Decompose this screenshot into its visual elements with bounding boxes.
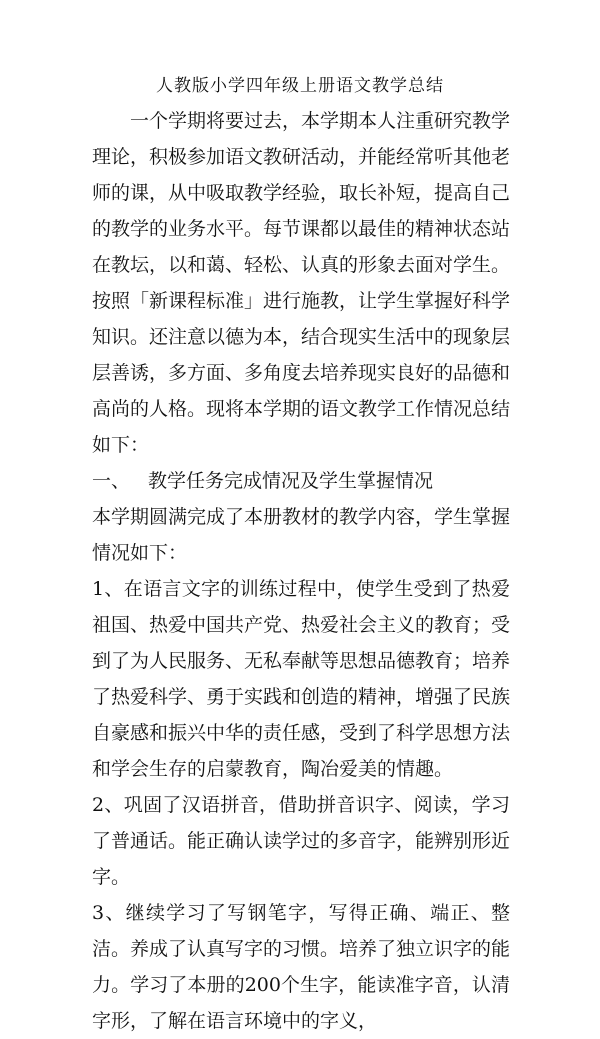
section-number: 一、	[92, 470, 131, 492]
lead-paragraph: 本学期圆满完成了本册教材的教学内容，学生掌握情况如下：	[92, 506, 511, 564]
list-item-3: 3、继续学习了写钢笔字，写得正确、端正、整洁。养成了认真写字的习惯。培养了独立识字的能力。学习了本册的200个生字，能读准字音，认清字形，了解在语言环境中的字义，	[92, 902, 511, 1032]
document-body	[92, 103, 510, 1039]
document-title: 人教版小学四年级上册语文教学总结	[156, 76, 444, 96]
section-heading-text: 教学任务完成情况及学生掌握情况	[148, 470, 434, 492]
list-item-1: 1、在语言文字的训练过程中，使学生受到了热爱祖国、热爱中国共产党、热爱社会主义的教育；受到了为人民服务、无私奉献等思想品德教育；培养了热爱科学、勇于实践和创造的精神，增强了民族自豪感和振兴中华的责任感，受到了科学思想方法和学会生存的启蒙教育，陶冶爱美的情趣。	[92, 578, 511, 780]
list-item-2: 2、巩固了汉语拼音，借助拼音识字、阅读，学习了普通话。能正确认读学过的多音字，能辨别形近字。	[92, 794, 511, 888]
intro-paragraph: 一个学期将要过去，本学期本人注重研究教学理论，积极参加语文教研活动，并能经常听其他老师的课，从中吸取教学经验，取长补短，提高自己的教学的业务水平。每节课都以最佳的精神状态站在教坛，以和蔼、轻松、认真的形象去面对学生。按照「新课程标准」进行施教，让学生掌握好科学知识。还注意以德为本，结合现实生活中的现象层层善诱，多方面、多角度去培养现实良好的品德和高尚的人格。现将本学期的语文教学工作情况总结如下：	[92, 110, 511, 456]
section-heading	[92, 463, 510, 499]
